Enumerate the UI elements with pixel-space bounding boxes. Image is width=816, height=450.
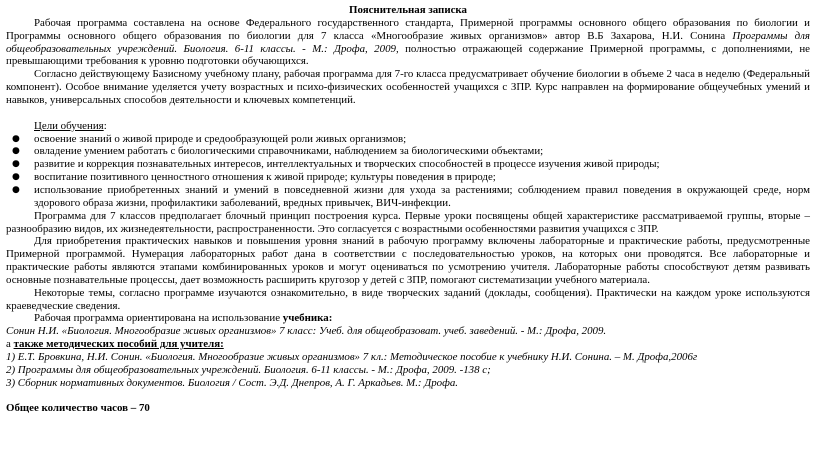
lab-works-paragraph: Для приобретения практических навыков и повышения уровня знаний в рабочую программу включены лабораторные и практические работы, предусмотренные Примерной программой. Нумерация лабораторных работ дана в соответствии с последовательностью уроков, на которых они проводятся. Все лабораторные и практические работы являются этапами комбинированных уроков и могут оцениваться по усмотрению учителя. Лабораторные работы способствуют детям развивать основные познавательные процессы, дает возможность расширить кругозор у детей с ЗПР, помогают систематизации учебного материала.	[6, 235, 810, 286]
bullet-icon: ●	[12, 146, 20, 157]
list-item	[6, 158, 810, 171]
aids-label: также методических пособий для учителя:	[13, 338, 224, 351]
intro-paragraph	[6, 17, 810, 68]
intro-text-end: полностью отражающей содержание Примерной программы, с дополнениями, не превышающими требования к уровню подготовки обучающихся.	[6, 42, 810, 68]
goals-heading	[6, 120, 810, 133]
goal-text: освоение знаний о живой природе и средообразующей роли живых организмов;	[34, 132, 407, 145]
blank-line	[6, 389, 810, 402]
list-item	[6, 133, 810, 146]
goal-text: использование приобретенных знаний и умений в повседневной жизни для ухода за растениями; соблюдением правил поведения в окружающей среде, норм здорового образа жизни, профилактики заболеваний, вредных привычек, ВИЧ-инфекции.	[34, 183, 810, 209]
aid-item-1: 1) Е.Т. Бровкина, Н.И. Сонин. «Биология. Многообразие живых организмов» 7 кл.: Методическое пособие к учебнику Н.И. Сонина. – М. Дрофа,2006г	[6, 350, 698, 363]
goal-text: воспитание позитивного ценностного отношения к живой природе; культуры поведения в природе;	[34, 171, 496, 184]
textbook-reference: Сонин Н.И. «Биология. Многообразие живых организмов» 7 класс: Учеб. для общеобразоват. учеб. заведений. - М.: Дрофа, 2009.	[6, 325, 607, 338]
blank-line	[6, 107, 810, 120]
bullet-icon: ●	[12, 159, 20, 170]
page-title: Пояснительная записка	[349, 4, 467, 16]
bullet-icon: ●	[12, 133, 20, 144]
curriculum-paragraph: Согласно действующему Базисному учебному плану, рабочая программа для 7-го класса предусматривает обучение биологии в объеме 2 часа в неделю (Федеральный компонент). Особое внимание уделяется учету возрастных и психо-физических особенностей учащихся с ЗПР. Курс направлен на формирование общеучебных умений и навыков, универсальных способов деятельности и ключевых компетенций.	[6, 68, 810, 106]
goals-list	[6, 133, 810, 210]
aid-item-2: 2) Программы для общеобразовательных учреждений. Биология. 6-11 классы. - М.: Дрофа, 2009. -138 с;	[6, 363, 491, 376]
topics-paragraph: Некоторые темы, согласно программе изучаются ознакомительно, в виде творческих заданий (доклады, сообщения). Практически на каждом уроке используются краеведческие сведения.	[6, 286, 810, 312]
intro-text: Рабочая программа составлена на основе Федерального государственного стандарта, Примерной программы основного общего образования по биологии и Программы основного общего образования по биологии для 7 класса «Многообразие живых организмов» автор В.Б Захарова, Н.И. Сонина	[6, 16, 810, 42]
goal-text: развитие и коррекция познавательных интересов, интеллектуальных и творческих способностей в процессе изучения живой природы;	[34, 158, 660, 171]
goals-colon: :	[103, 119, 107, 132]
bullet-icon: ●	[12, 184, 20, 195]
aids-heading	[6, 338, 810, 351]
program-reference: Программы для общеобразовательных учреждений. Биология. 6-11 классы. - М.: Дрофа, 2009,	[6, 29, 810, 55]
list-item	[6, 171, 810, 184]
course-structure-paragraph: Программа для 7 классов предполагает блочный принцип построения курса. Первые уроки посвящены общей характеристике рассматриваемой группы, вторые – разнообразию видов, их жизнедеятельности, распространенности. Это согласуется с возрастными особенностями развития учащихся с ЗПР.	[6, 209, 810, 235]
goals-label: Цели обучения	[34, 119, 104, 132]
aids-prefix: а	[6, 338, 14, 351]
textbook-intro	[6, 312, 810, 325]
aid-item-3: 3) Сборник нормативных документов. Биология / Сост. Э.Д. Днепров, А. Г. Аркадьев. М.: Дрофа.	[6, 376, 459, 389]
bullet-icon: ●	[12, 172, 20, 183]
textbook-intro-text: Рабочая программа ориентирована на использование	[34, 312, 283, 325]
list-item	[6, 184, 810, 210]
goal-text: овладение умением работать с биологическими справочниками, наблюдением за биологическими объектами;	[34, 145, 544, 158]
total-hours: Общее количество часов – 70	[6, 402, 150, 415]
list-item	[6, 145, 810, 158]
textbook-label: учебника:	[282, 312, 333, 325]
